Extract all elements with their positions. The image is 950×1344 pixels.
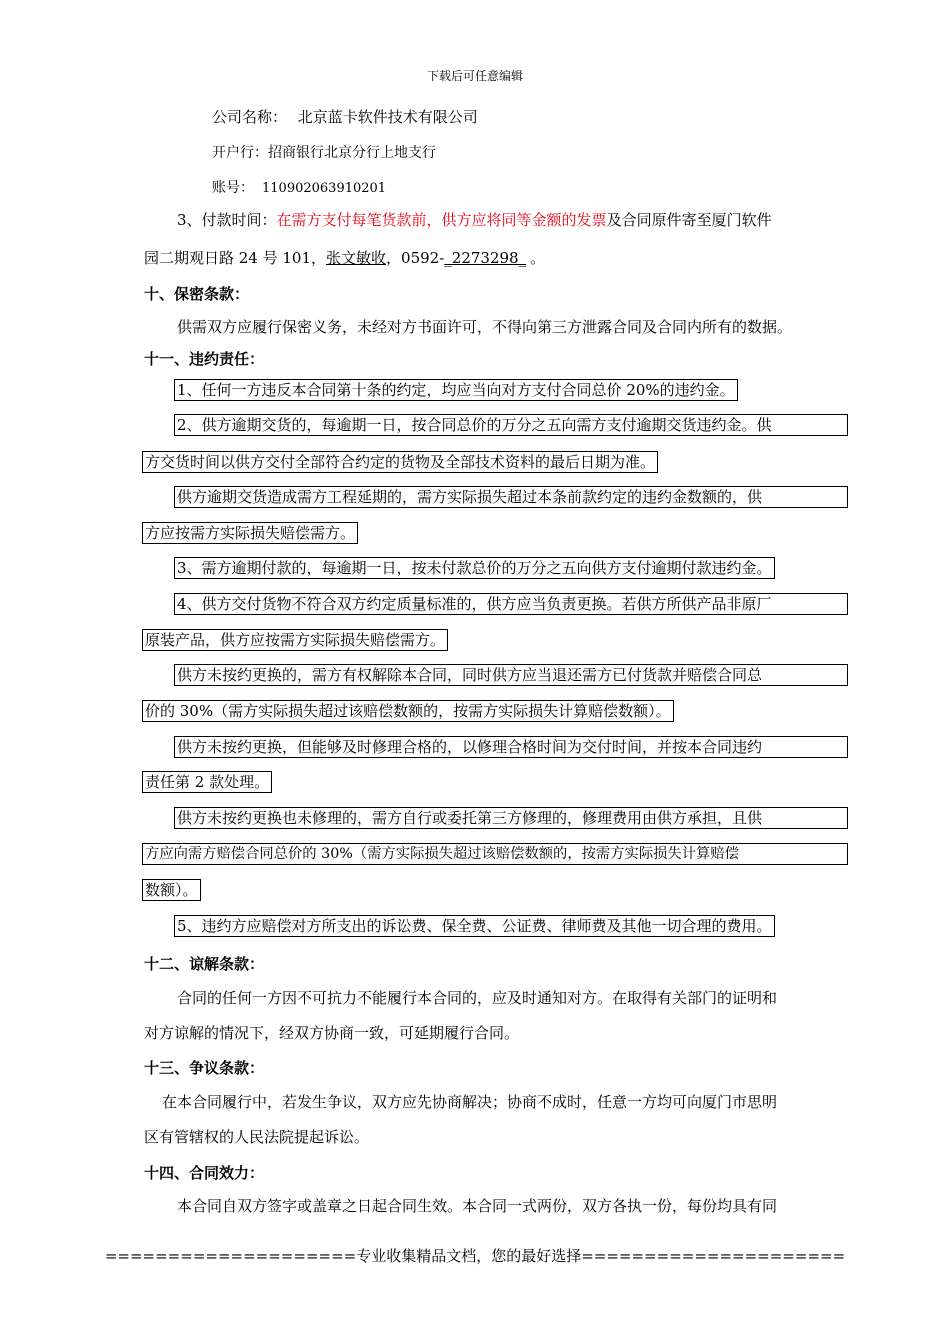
- section-12-title: 十二、谅解条款：: [144, 955, 265, 973]
- clause-line: 5、违约方应赔偿对方所支出的诉讼费、保全费、公证费、律师费及其他一切合理的费用。: [174, 915, 775, 937]
- clause-line: 供方未按约更换，但能够及时修理合格的，以修理合格时间为交付时间，并按本合同违约: [174, 736, 848, 758]
- payment-rest: 及合同原件寄至厦门软件: [606, 211, 772, 229]
- section-11-title: 十一、违约责任：: [144, 350, 265, 368]
- company-value: 北京蓝卡软件技术有限公司: [297, 108, 478, 126]
- company-name-line: [212, 106, 478, 127]
- clause-line: 原装产品，供方应按需方实际损失赔偿需方。: [142, 629, 448, 651]
- clause-line: 方应按需方实际损失赔偿需方。: [142, 522, 358, 544]
- account-line: [212, 177, 386, 197]
- payment-contact: 张文敏收: [326, 249, 387, 267]
- company-label: 公司名称：: [212, 108, 288, 126]
- clause-line: 责任第 2 款处理。: [142, 771, 272, 793]
- payment-address: 园二期观日路 24 号 101，: [144, 249, 327, 267]
- clause-line: 3、需方逾期付款的，每逾期一日，按未付款总价的万分之五向供方支付逾期付款违约金。: [174, 557, 775, 579]
- clause-line: 方交货时间以供方交付全部符合约定的货物及全部技术资料的最后日期为准。: [142, 451, 658, 473]
- account-label: 账号：: [212, 180, 254, 196]
- clause-line: 供方未按约更换的，需方有权解除本合同，同时供方应当退还需方已付货款并赔偿合同总: [174, 664, 848, 686]
- clause-line: 方应向需方赔偿合同总价的 30%（需方实际损失超过该赔偿数额的，按需方实际损失计算赔偿: [142, 843, 848, 865]
- payment-phone: _2273298_: [444, 249, 527, 267]
- section-10-body: 供需双方应履行保密义务，未经对方书面许可，不得向第三方泄露合同及合同内所有的数据。: [177, 318, 793, 336]
- section-14-line-1: 本合同自双方签字或盖章之日起合同生效。本合同一式两份，双方各执一份，每份均具有同: [177, 1197, 778, 1215]
- payment-phone-prefix: ，0592-: [386, 249, 445, 267]
- payment-line-1: [177, 209, 772, 230]
- section-13-title: 十三、争议条款：: [144, 1059, 265, 1077]
- clause-line: 数额）。: [142, 879, 201, 901]
- section-14-title: 十四、合同效力：: [144, 1164, 265, 1182]
- section-13-line-2: 区有管辖权的人民法院提起诉讼。: [144, 1128, 370, 1146]
- page-header: 下载后可任意编辑: [426, 69, 523, 83]
- clause-line: 4、供方交付货物不符合双方约定质量标准的，供方应当负责更换。若供方所供产品非原厂: [174, 593, 848, 615]
- clause-line: 供方逾期交货造成需方工程延期的，需方实际损失超过本条前款约定的违约金数额的，供: [174, 486, 848, 508]
- section-13-line-1: 在本合同履行中，若发生争议，双方应先协商解决；协商不成时，任意一方均可向厦门市思明: [162, 1093, 778, 1111]
- bank-label: 开户行：: [212, 145, 268, 161]
- clause-line: 2、供方逾期交货的，每逾期一日，按合同总价的万分之五向需方支付逾期交货违约金。供: [174, 414, 848, 436]
- section-12-line-2: 对方谅解的情况下，经双方协商一致，可延期履行合同。: [144, 1024, 520, 1042]
- clause-line: 1、任何一方违反本合同第十条的约定，均应当向对方支付合同总价 20%的违约金。: [174, 379, 738, 401]
- bank-value: 招商银行北京分行上地支行: [268, 145, 436, 161]
- clause-line: 价的 30%（需方实际损失超过该赔偿数额的，按需方实际损失计算赔偿数额）。: [142, 700, 674, 722]
- account-value: 110902063910201: [262, 181, 387, 196]
- payment-invoice-note: 在需方支付每笔货款前，供方应将同等金额的发票: [276, 211, 607, 229]
- payment-end: 。: [530, 249, 546, 267]
- section-12-line-1: 合同的任何一方因不可抗力不能履行本合同的，应及时通知对方。在取得有关部门的证明和: [177, 989, 778, 1007]
- clause-line: 供方未按约更换也未修理的，需方自行或委托第三方修理的，修理费用由供方承担，且供: [174, 807, 848, 829]
- bank-line: [212, 142, 436, 162]
- payment-line-2: [144, 247, 545, 268]
- payment-prefix: 3、付款时间：: [177, 211, 277, 229]
- section-10-title: 十、保密条款：: [144, 285, 250, 303]
- page-footer: ====================专业收集精品文档，您的最好选择=====================: [104, 1247, 846, 1265]
